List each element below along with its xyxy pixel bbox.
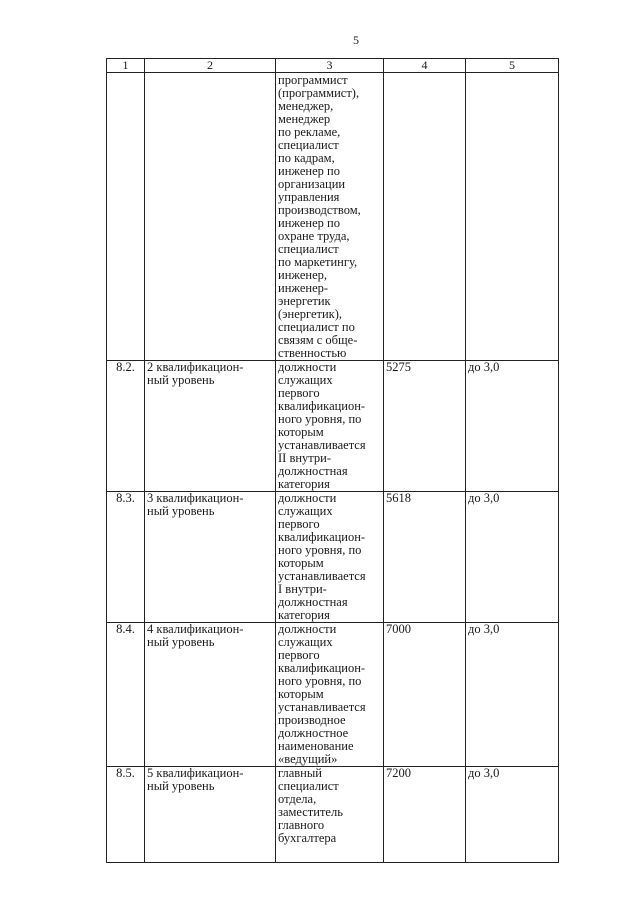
header-col-3: 3 [276,59,384,73]
cell-positions: главный специалист отдела, заместитель главного бухгалтера [276,767,384,863]
table-row-continuation [107,73,559,361]
cell-coef: до 3,0 [466,361,559,492]
cell-num [107,73,145,361]
cell-positions: программист (программист), менеджер, менеджер по рекламе, специалист по кадрам, инженер по организации управления производством, инженер по охране труда, специалист по маркетингу, инженер, инженер- энергетик (энергетик), специалист по связям с обще- ственностью [276,73,384,361]
cell-coef: до 3,0 [466,767,559,863]
table-row [107,767,559,863]
cell-level: 4 квалификацион- ный уровень [145,623,276,767]
cell-level: 3 квалификацион- ный уровень [145,492,276,623]
cell-level: 2 квалификацион- ный уровень [145,361,276,492]
cell-num: 8.2. [107,361,145,492]
cell-positions: должности служащих первого квалификацион- ного уровня, по которым устанавливается II внутри- должностная категория [276,361,384,492]
cell-salary: 5618 [384,492,466,623]
qualification-table [106,58,559,863]
header-col-4: 4 [384,59,466,73]
cell-coef: до 3,0 [466,492,559,623]
cell-coef [466,73,559,361]
cell-salary: 5275 [384,361,466,492]
cell-num: 8.5. [107,767,145,863]
header-col-2: 2 [145,59,276,73]
header-col-5: 5 [466,59,559,73]
cell-num: 8.4. [107,623,145,767]
cell-salary: 7000 [384,623,466,767]
table-row [107,361,559,492]
cell-coef: до 3,0 [466,623,559,767]
cell-salary: 7200 [384,767,466,863]
cell-level [145,73,276,361]
table-row [107,623,559,767]
cell-num: 8.3. [107,492,145,623]
cell-salary [384,73,466,361]
table-row [107,492,559,623]
cell-positions: должности служащих первого квалификацион- ного уровня, по которым устанавливается I внутри- должностная категория [276,492,384,623]
page-number: 5 [353,33,359,47]
header-col-1: 1 [107,59,145,73]
table-header-row [107,59,559,73]
cell-positions: должности служащих первого квалификацион- ного уровня, по которым устанавливается производное должностное наименование «ведущий» [276,623,384,767]
cell-level: 5 квалификацион- ный уровень [145,767,276,863]
